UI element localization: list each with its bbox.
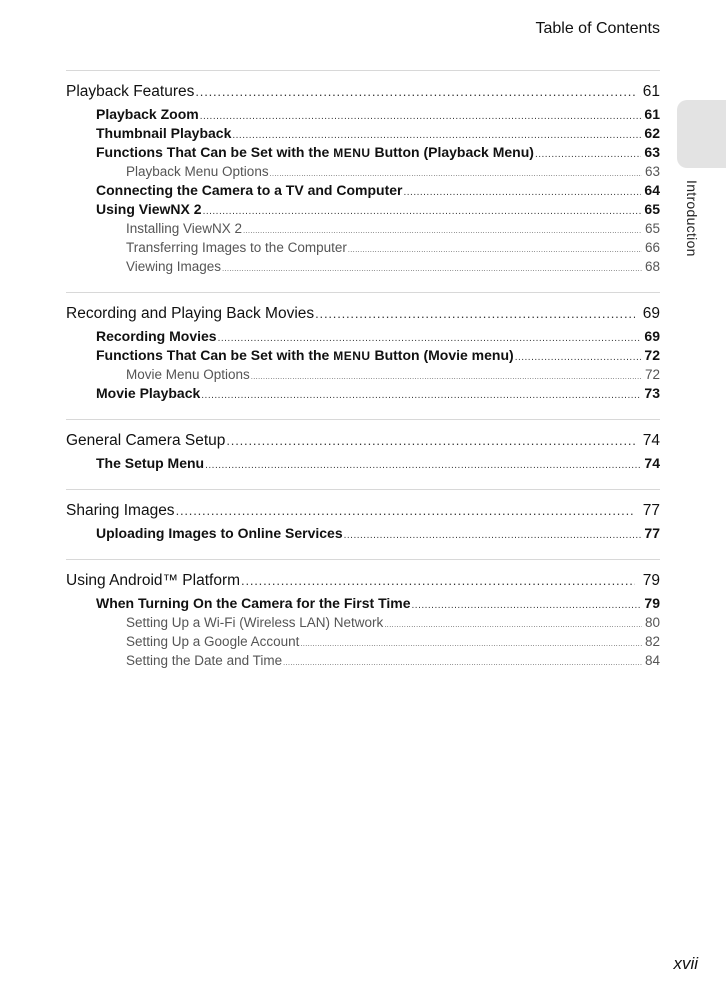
toc-page-number: 62 (644, 125, 660, 141)
toc-entry-title: Transferring Images to the Computer (126, 240, 347, 255)
toc-chapter-title: Sharing Images (66, 502, 175, 519)
toc-entry-title: Thumbnail Playback (96, 125, 232, 141)
leader-dots (226, 428, 635, 454)
toc-entry-title: Using ViewNX 2 (96, 201, 202, 217)
toc-chapter-title: Using Android™ Platform (66, 572, 241, 589)
toc-subsubentry[interactable] (66, 651, 660, 670)
page-number: xvii (673, 954, 698, 973)
toc-chapter-title: General Camera Setup (66, 432, 226, 449)
leader-dots (384, 616, 642, 635)
toc-section (66, 489, 660, 553)
toc-page-number: 79 (642, 572, 660, 589)
leader-dots (176, 498, 635, 524)
toc-subsubentry[interactable] (66, 365, 660, 384)
toc-subentry[interactable] (66, 346, 660, 365)
toc-page-number: 63 (644, 144, 660, 160)
toc-page-number: 64 (644, 182, 660, 198)
toc-entry-title: Movie Playback (96, 385, 201, 401)
toc-chapter-entry[interactable] (66, 568, 660, 594)
leader-dots (203, 202, 642, 221)
table-of-contents (66, 70, 660, 686)
running-header: Table of Contents (535, 20, 660, 37)
toc-subsubentry[interactable] (66, 632, 660, 651)
toc-entry-title: Setting Up a Google Account (126, 634, 300, 649)
toc-page-number: 69 (644, 328, 660, 344)
toc-subsubentry[interactable] (66, 257, 660, 276)
toc-page-number: 82 (644, 634, 660, 649)
toc-page-number: 68 (644, 259, 660, 274)
toc-page-number: 84 (644, 653, 660, 668)
toc-entry-title-pre: Functions That Can be Set with the (96, 347, 334, 363)
leader-dots (535, 145, 641, 164)
toc-entry-title: Setting the Date and Time (126, 653, 283, 668)
toc-subsubentry[interactable] (66, 238, 660, 257)
toc-section (66, 70, 660, 286)
leader-dots (283, 654, 642, 673)
toc-entry-title: Playback Menu Options (126, 164, 269, 179)
toc-entry-title: When Turning On the Camera for the First Time (96, 595, 411, 611)
leader-dots (241, 568, 635, 594)
leader-dots (200, 107, 642, 126)
toc-page-number: 77 (644, 525, 660, 541)
toc-entry-title: Installing ViewNX 2 (126, 221, 243, 236)
leader-dots (403, 183, 641, 202)
toc-chapter-title: Recording and Playing Back Movies (66, 305, 315, 322)
toc-entry-title: Viewing Images (126, 259, 222, 274)
toc-page-number: 61 (642, 83, 660, 100)
toc-subentry[interactable] (66, 384, 660, 403)
toc-subentry[interactable] (66, 524, 660, 543)
toc-page-number: 63 (644, 164, 660, 179)
leader-dots (205, 456, 641, 475)
toc-page-number: 72 (644, 367, 660, 382)
toc-subentry[interactable] (66, 454, 660, 473)
toc-page-number: 61 (644, 106, 660, 122)
chapter-tab[interactable] (677, 100, 726, 168)
toc-page-number: 65 (644, 221, 660, 236)
leader-dots (222, 260, 642, 279)
leader-dots (251, 368, 642, 387)
leader-dots (348, 241, 642, 260)
leader-dots (315, 301, 635, 327)
toc-entry-title-post: Button (Movie menu) (370, 347, 514, 363)
toc-chapter-entry[interactable] (66, 79, 660, 105)
toc-entry-title-post: Button (Playback Menu) (370, 144, 534, 160)
toc-entry-title: Uploading Images to Online Services (96, 525, 343, 541)
toc-subsubentry[interactable] (66, 219, 660, 238)
toc-subsubentry[interactable] (66, 613, 660, 632)
leader-dots (412, 596, 642, 615)
toc-page-number: 66 (644, 240, 660, 255)
toc-entry-title (96, 143, 534, 163)
toc-entry-title: Movie Menu Options (126, 367, 250, 382)
toc-page-number: 65 (644, 201, 660, 217)
toc-section (66, 559, 660, 680)
toc-page-number: 77 (642, 502, 660, 519)
toc-chapter-entry[interactable] (66, 301, 660, 327)
toc-entry-title: The Setup Menu (96, 455, 205, 471)
toc-subentry[interactable] (66, 327, 660, 346)
toc-chapter-title: Playback Features (66, 83, 195, 100)
toc-section (66, 419, 660, 483)
toc-page-number: 79 (644, 595, 660, 611)
toc-page-number: 74 (642, 432, 660, 449)
toc-chapter-entry[interactable] (66, 428, 660, 454)
toc-entry-title: Connecting the Camera to a TV and Computer (96, 182, 403, 198)
leader-dots (300, 635, 642, 654)
toc-page-number: 72 (644, 347, 660, 363)
toc-entry-title: Playback Zoom (96, 106, 199, 122)
toc-entry-title: Recording Movies (96, 328, 217, 344)
toc-page-number: 74 (644, 455, 660, 471)
toc-section (66, 292, 660, 413)
leader-dots (344, 526, 642, 545)
toc-subentry[interactable] (66, 105, 660, 124)
toc-entry-title-pre: Functions That Can be Set with the (96, 144, 334, 160)
toc-entry-title (96, 346, 514, 366)
toc-page-number: 69 (642, 305, 660, 322)
toc-subentry[interactable] (66, 181, 660, 200)
leader-dots (201, 386, 641, 405)
toc-subentry[interactable] (66, 124, 660, 143)
leader-dots (515, 348, 642, 367)
menu-button-icon: MENU (333, 146, 371, 160)
leader-dots (195, 79, 635, 105)
chapter-tab-label: Introduction (684, 180, 700, 257)
menu-button-icon: MENU (333, 349, 371, 363)
toc-entry-title: Setting Up a Wi-Fi (Wireless LAN) Network (126, 615, 384, 630)
toc-subentry[interactable] (66, 143, 660, 162)
toc-subsubentry[interactable] (66, 162, 660, 181)
toc-page-number: 73 (644, 385, 660, 401)
toc-page-number: 80 (644, 615, 660, 630)
toc-chapter-entry[interactable] (66, 498, 660, 524)
toc-subentry[interactable] (66, 200, 660, 219)
toc-subentry[interactable] (66, 594, 660, 613)
